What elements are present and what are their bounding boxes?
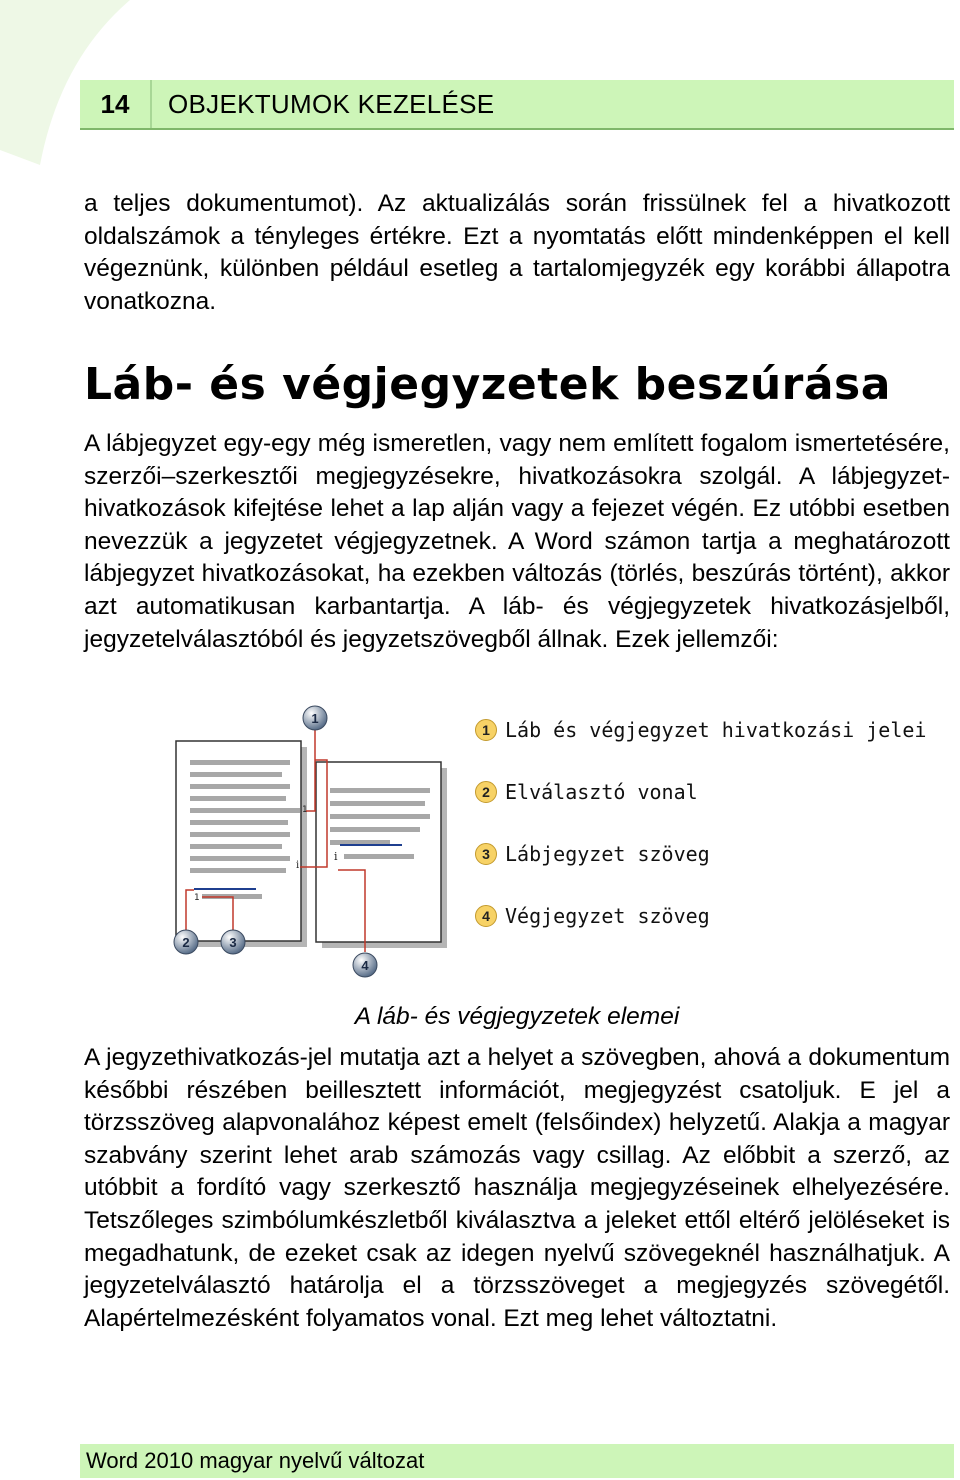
page-header [80, 80, 954, 130]
legend-label-2: Elválasztó vonal [505, 780, 698, 804]
endnote-page [316, 762, 447, 948]
paragraph-2: A jegyzethivatkozás-jel mutatja azt a helyet a szövegben, ahová a dokumentum későbbi részében beillesztett információt, megjegyzést csatoljuk. E jel a törzsszöveg alapvonalához képest emelt (felsőindex) helyzetű. Alakja a magyar szabvány szerint lehet arab számozás vagy csillag. Az előbbit a szerző, az utóbbit a fordító vagy szerkesztő használja megjegyzéseinek elhelyezésére. Tetszőleges szimbólumkészletből kiválasztva a jeleket ettől eltérő jelöléseket is megadhatunk, de ezeket csak az idegen nyelvű szövegeknél használhatjuk. A jegyzetelválasztó határolja el a törzsszöveget a megjegyzés szövegétől. Alapértelmezésként folyamatos vonal. Ezt meg lehet változtatni. [84, 1044, 950, 1332]
legend-label-4: Végjegyzet szöveg [505, 904, 710, 928]
page-number: 14 [80, 80, 152, 128]
legend-label-3: Lábjegyzet szöveg [505, 842, 710, 866]
section-heading: Láb- és végjegyzetek beszúrása [84, 359, 891, 410]
footnote-text-marker: 1 [194, 893, 200, 903]
svg-text:3: 3 [229, 935, 237, 950]
legend-badge-2: 2 [475, 781, 497, 803]
paragraph-1: A lábjegyzet egy-egy még ismeretlen, vagy nem említett fogalom ismertetésére, szerzői–szerkesztői megjegyzésekre, hivatkozásokra szolgál. A lábjegyzet-hivatkozások kifejtése lehet a lap alján vagy a fejezet végén. Ez utóbbi esetben nevezzük a jegyzetet végjegyzetnek. A Word számon tartja a meghatározott lábjegyzet hivatkozásokat, ha ezekben változás (törlés, beszúrás történt), akkor azt automatikusan karbantartja. A láb- és végjegyzetek hivatkozásjelből, jegyzetelválasztóból és jegyzetszövegből állnak. Ezek jellemzői: [84, 430, 950, 653]
figure-caption: A láb- és végjegyzetek elemei [354, 1003, 680, 1030]
legend-label-1: Láb és végjegyzet hivatkozási jelei [505, 718, 927, 742]
badge-3 [221, 930, 245, 954]
endnote-reference-marker: i [296, 860, 300, 871]
footnote-reference-marker: 1 [302, 805, 308, 815]
footnote-page [176, 741, 308, 947]
intro-paragraph: a teljes dokumentumot). Az aktualizálás során frissülnek fel a hivatkozott oldalszámok a tényleges értékre. Ezt a nyomtatás előtt mindenképpen el kell végeznünk, különben például esetleg a tartalomjegyzék egy korábbi állapotra vonatkozna. [84, 190, 950, 315]
svg-text:4: 4 [361, 958, 369, 973]
page-footer: Word 2010 magyar nyelvű változat [80, 1444, 954, 1478]
paragraph-1-block [84, 428, 950, 656]
legend-badge-4: 4 [475, 905, 497, 927]
svg-text:1: 1 [311, 711, 319, 726]
chapter-title: OBJEKTUMOK KEZELÉSE [168, 89, 495, 119]
badge-4 [353, 953, 377, 977]
paragraph-2-block [84, 1042, 950, 1335]
intro-paragraph-block [84, 188, 950, 318]
svg-text:2: 2 [182, 935, 190, 950]
legend-badge-3: 3 [475, 843, 497, 865]
badge-2 [174, 930, 198, 954]
legend-badge-1: 1 [475, 719, 497, 741]
endnote-marker: i [334, 850, 338, 863]
badge-1 [303, 706, 327, 730]
